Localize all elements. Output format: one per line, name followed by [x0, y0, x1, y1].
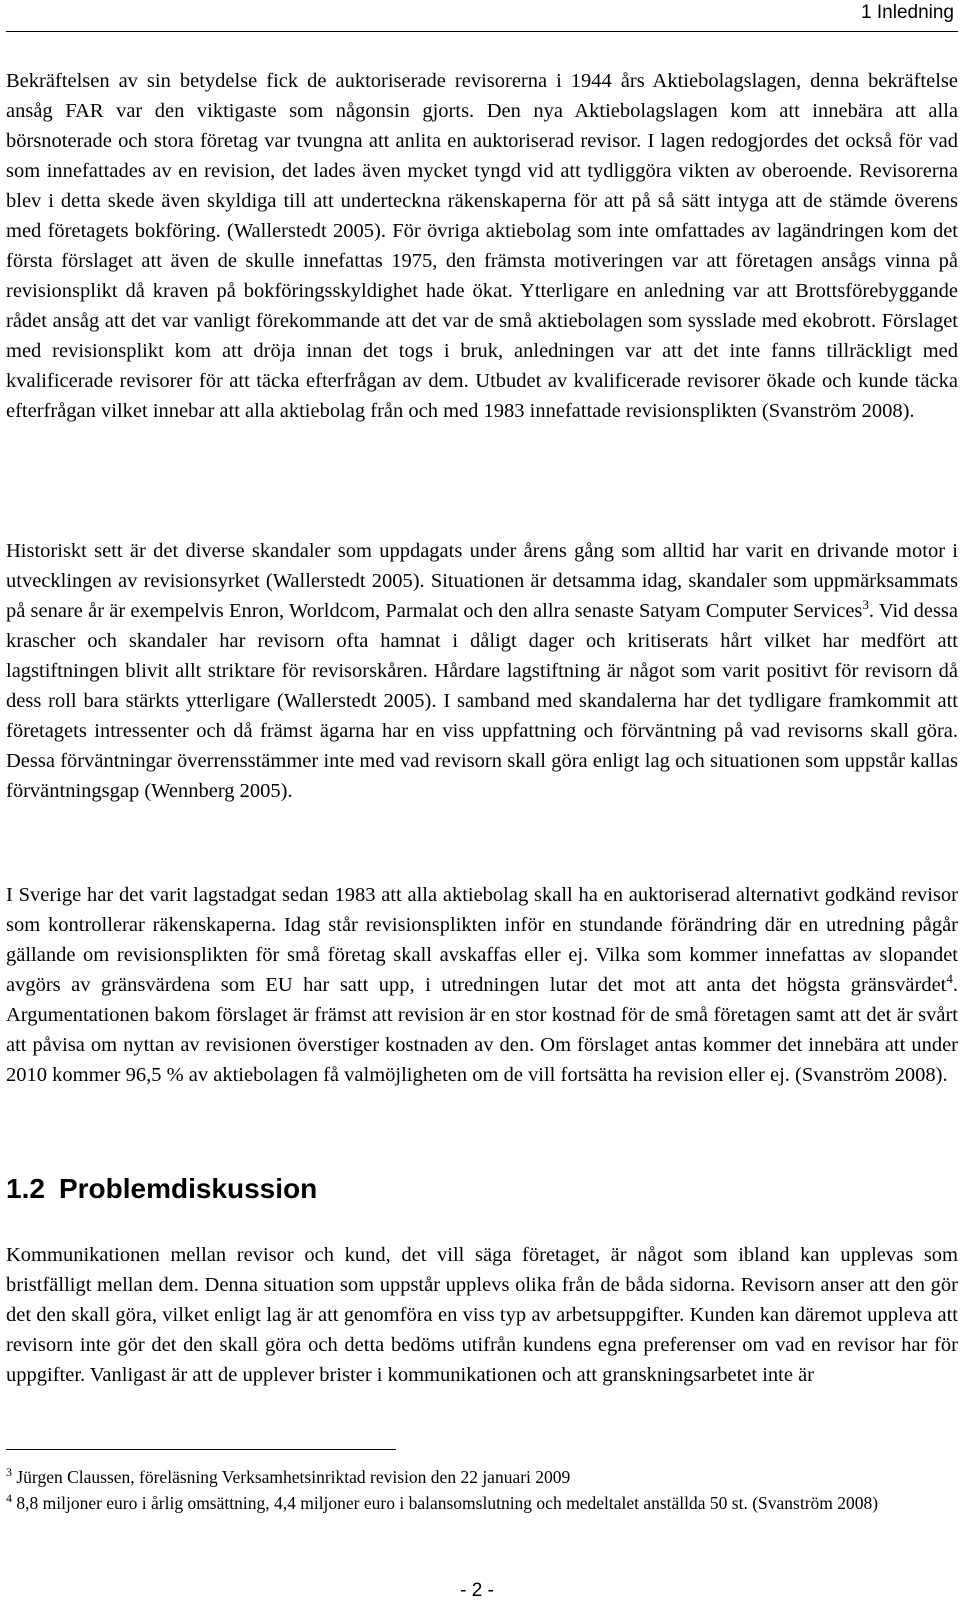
section-heading	[6, 1173, 317, 1205]
page-number: - 2 -	[460, 1580, 494, 1601]
header-rule	[6, 31, 958, 32]
footnotes	[6, 1464, 958, 1516]
paragraph-2	[6, 536, 958, 806]
footnote-separator	[6, 1449, 396, 1450]
footnote-ref-3[interactable]: 3	[862, 597, 869, 613]
paragraph-2-part-a: Historiskt sett är det diverse skandaler som uppdagats under årens gång som alltid har varit en drivande motor i utvecklingen av revisionsyrket (Wallerstedt 2005). Situationen är detsamma idag, skandaler som uppmärksammats på senare år är exempelvis Enron, Worldcom, Parmalat och den allra senaste Satyam Computer Services	[6, 540, 958, 622]
running-header	[0, 2, 954, 24]
footnote-4	[6, 1490, 958, 1516]
footnote-3-text: Jürgen Claussen, föreläsning Verksamhetsinriktad revision den 22 januari 2009	[16, 1467, 571, 1487]
footnote-4-text: 8,8 miljoner euro i årlig omsättning, 4,4 miljoner euro i balansomslutning och medeltalet anställda 50 st. (Svanström 2008)	[16, 1493, 879, 1513]
paragraph-3-part-b: . Argumentationen bakom förslaget är främst att revision är en stor kostnad för de små företagen samt att det är svårt att påvisa om nyttan av revisionen överstiger kostnaden av den. Om förslaget antas kommer det innebära att under 2010 kommer 96,5 % av aktiebolagen få valmöjligheten om de vill fortsätta ha revision eller ej. (Svanström 2008).	[6, 974, 958, 1086]
paragraph-3	[6, 880, 958, 1090]
footnote-mark-3: 3	[6, 1465, 12, 1480]
footnote-mark-4: 4	[6, 1491, 12, 1506]
footnote-3	[6, 1464, 958, 1490]
paragraph-problem-discussion: Kommunikationen mellan revisor och kund, det vill säga företaget, är något som ibland kan upplevas som bristfälligt mellan dem. Denna situation som uppstår upplevs olika från de båda sidorna. Revisorn anser att den gör det den skall göra, vilket enligt lag är att genomföra en viss typ av arbetsuppgifter. Kunden kan däremot uppleva att revisorn inte gör det den skall göra och detta bedöms utifrån kundens egna preferenser om vad en revisor har för uppgifter. Vanligast är att de upplever brister i kommunikationen och att granskningsarbetet inte är	[6, 1244, 958, 1386]
paragraph-1: Bekräftelsen av sin betydelse fick de auktoriserade revisorerna i 1944 års Aktiebolagslagen, denna bekräftelse ansåg FAR var den viktigaste som någonsin gjorts. Den nya Aktiebolagslagen kom att innebära att alla börsnoterade och stora företag var tvungna att anlita en auktoriserad revisor. I lagen redogjordes det också för vad som innefattades av en revision, det lades även mycket tyngd vid att tydliggöra vikten av oberoende. Revisorerna blev i detta skede även skyldiga till att underteckna räkenskaperna för att på så sätt intyga att de stämde överens med företagets bokföring. (Wallerstedt 2005). För övriga aktiebolag som inte omfattades av lagändringen kom det första förslaget att även de skulle innefattas 1975, den främsta motiveringen var att företagen ansågs vinna på revisionsplikt då kraven på bokföringsskyldighet hade ökat. Ytterligare en anledning var att Brottsförebyggande rådet ansåg att det var vanligt förekommande att det var de små aktiebolagen som sysslade med ekobrott. Förslaget med revisionsplikt kom att dröja innan det togs i bruk, anledningen var att det inte fanns tillräckligt med kvalificerade revisorer för att täcka efterfrågan av dem. Utbudet av kvalificerade revisorer ökade och kunde täcka efterfrågan vilket innebar att alla aktiebolag från och med 1983 innefattade revisionsplikten (Svanström 2008).	[6, 70, 958, 422]
section-title: Problemdiskussion	[58, 1173, 318, 1204]
chapter-title: 1 Inledning	[861, 2, 954, 23]
section-number: 1.2	[6, 1173, 45, 1204]
paragraph-3-part-a: I Sverige har det varit lagstadgat sedan 1983 att alla aktiebolag skall ha en auktoriserad alternativt godkänd revisor som kontrollerar räkenskaperna. Idag står revisionsplikten inför en stundande förändring där en utredning pågår gällande om revisionsplikten för små företag skall avskaffas eller ej. Vilka som kommer innefattas av slopandet avgörs av gränsvärdena som EU har satt upp, i utredningen lutar det mot att anta det högsta gränsvärdet	[6, 884, 958, 996]
footnote-ref-4[interactable]: 4	[946, 971, 953, 987]
paragraph-2-part-b: . Vid dessa krascher och skandaler har revisorn ofta hamnat i dåligt dager och kritiserats hårt vilket har medfört att lagstiftningen blivit allt striktare för revisorskåren. Hårdare lagstiftning är något som varit positivt för revisorn då dess roll bara stärkts ytterligare (Wallerstedt 2005). I samband med skandalerna har det tydligare framkommit att företagets intressenter och då främst ägarna har en viss uppfattning och förväntning på vad revisorns skall göra. Dessa förväntningar överrensstämmer inte med vad revisorn skall göra enligt lag och situationen som uppstår kallas förväntningsgap (Wennberg 2005).	[6, 600, 958, 802]
